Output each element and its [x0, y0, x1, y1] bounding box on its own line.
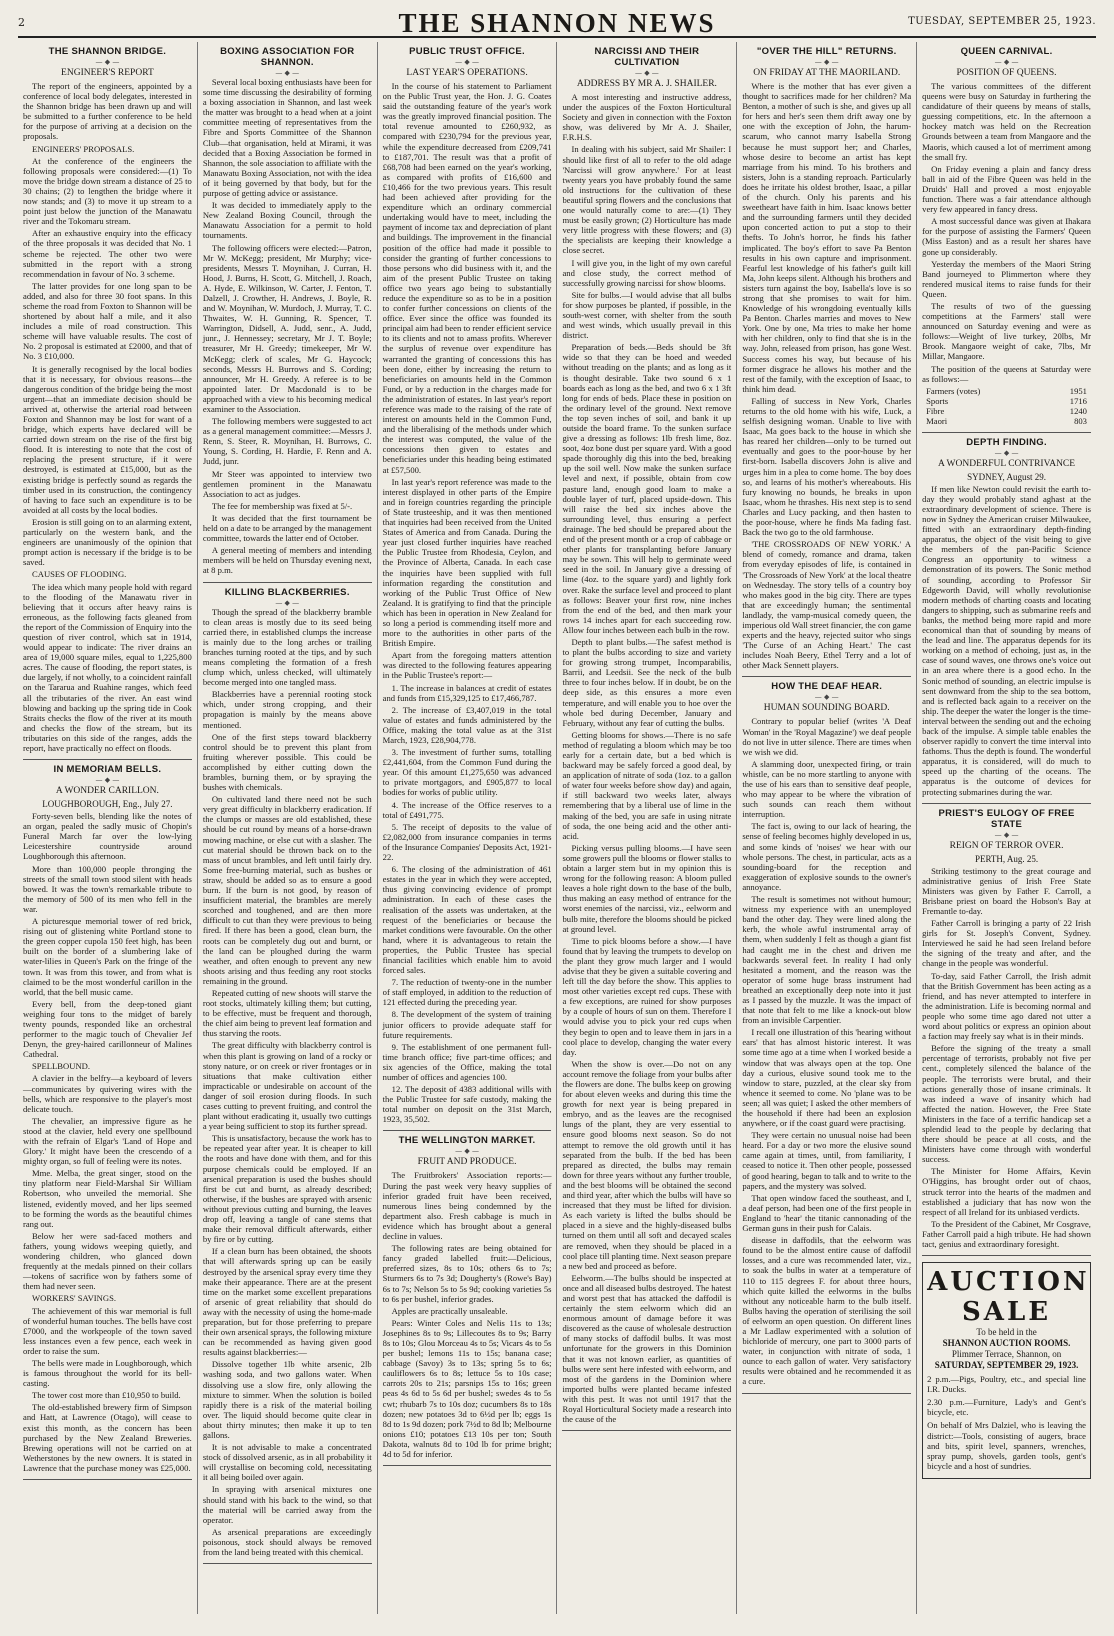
headline-rule: — ◆ — — [634, 69, 659, 77]
article-paragraph: As arsenical preparations are exceedingly poisonous, stock should always be removed from the land being treated with this chemical. — [202, 1526, 372, 1558]
article-dateline: PERTH, Aug. 25. — [974, 853, 1039, 864]
votes-row — [922, 406, 1091, 416]
votes-row — [922, 386, 1091, 396]
column-6 — [917, 42, 1096, 1614]
auction-date: SATURDAY, SEPTEMBER 29, 1923. — [934, 1360, 1079, 1371]
article-paragraph: SPELLBOUND. — [32, 1061, 91, 1072]
article-paragraph: The fee for membership was fixed at 5/-. — [211, 500, 353, 511]
article-paragraph: I will give you, in the light of my own careful and close study, the correct method of successfully growing narcissi for show blooms. — [562, 257, 732, 288]
headline-rule: — ◆ — — [994, 58, 1019, 66]
article-paragraph: Where is the mother that has ever given a thought to sacrifices made for her children? Ma Benton, a mother of such is she, and gives up all for hers and her's seen them drift away one by one with the exception of John, the harum-scarum, who cannot marry Isabella Strong because he must support her; and Charles, whose desire to become an artist has kept marriage from his mind. To his brothers and sisters, John is a standing reproach. Particularly does he irritate his oldest brother, Isaac, a pillar of the church. Only his parents and his sweetheart have faith in him. Isaac knows better and the surrounding farmers until they decided upon concerted action to put a stop to their thefts. To John's horror, he finds his father implicated. The boy's effort to save Pa Benton results in his own capture and imprisonment. Fearful lest knowledge of his father's guilt kill Ma, John keeps silent. Although his brothers and sisters turn against the boy, Isabella's love is so strong that she promises to wait for him. Knowledge of his wrongdoing eventually kills Pa Benton. Charles marries and moves to New York. One by one, Ma tries to make her home with her children, only to find that she is in the way. John, released from prison, has gone West. Success comes his way, but because of his former disgrace he allows his mother and the rest of the family, with the exception of Isaac, to think him dead. — [742, 81, 912, 394]
article-separator — [922, 803, 1091, 804]
article-paragraph: The following rates are being obtained for fancy graded labelled fruit:—Delicious, preferred sizes, 8s to 10s; others 6s to 7s; Sturmers 6s to 7s 3d; Dougherty's (Rowe's Bay) 6s to 7s; Nelson 5s to 5s 9d; cooking varieties 5s to 6s per bushel, inferior grades. — [382, 1243, 552, 1304]
article — [922, 46, 1091, 426]
article-subheadline: A WONDER CARILLON. — [55, 786, 159, 797]
auction-venue: SHANNON AUCTION ROOMS. — [942, 1338, 1071, 1349]
article-subheadline: FRUIT AND PRODUCE. — [417, 1157, 517, 1168]
article-paragraph: Apart from the foregoing matters attention was directed to the following features appearing in the Public Trustee's report:— — [382, 650, 552, 681]
article-paragraph: In spraying with arsenical mixtures one should stand with his back to the wind, so that the material will be carried away from the operator. — [202, 1484, 372, 1525]
article-paragraph: WORKERS' SAVINGS. — [32, 1293, 116, 1304]
article-subheadline: LAST YEAR'S OPERATIONS. — [406, 68, 528, 78]
article-paragraph: The result is sometimes not without humour; witness my experience with an unemployed band the other day. They were lined along the kerb, the whole awful instrumental array of them, when suddenly I felt as though a giant fist had caught me in the chest and driven me backwards several feet. In reality I had only hesitated a moment, and the reason was the operator of some huge brass instrument had breathed an exceptionally deep note into it just as I passed by the muzzle. It was the impact of that note that felt to me like a knock-out blow from an invisible Carpentier. — [742, 894, 912, 1026]
article-headline: PUBLIC TRUST OFFICE. — [409, 46, 525, 57]
article-paragraph: To-day, said Father Carroll, the Irish admit that the British Government has been acting as a friend, and has never attempted to interfere in the administration. Life is becoming normal and people who some time ago dared not utter a word about politics or express an opinion about a faction may freely say what is in their minds. — [922, 970, 1091, 1042]
article-paragraph: Forty-seven bells, blending like the notes of an organ, pealed the sadly music of Chopin's Funeral March far over the low-lying Leicestershire countryside around Loughborough this afternoon. — [23, 811, 192, 862]
article-paragraph: Several local boxing enthusiasts have been for some time discussing the desirability of forming a boxing association in Shannon, and last week the matter was brought to a head when at a joint committee meeting of representatives from the Fibre and Sports Committee of the Shannon Club—that organisation, held at Mirami, it was decided that a Boxing Association be formed in Shannon, the sole association to affiliate with the Manawatu Boxing Association, not with the idea of it being governed by that body, but for the purpose of getting advice or assistance. — [202, 77, 372, 199]
article-paragraph: Apples are practically unsaleable. — [391, 1305, 508, 1316]
article-paragraph: The fact is, owing to our lack of hearing, the sense of feeling becomes highly developed in us, and some kinds of 'noises' we hear with our whole persons. The chest, in particular, acts as a sounding-board for the reception and exaggeration of explosive sounds to the owner's annoyance. — [742, 821, 912, 892]
article-paragraph: A most successful dance was given at Ihakara for the purpose of assisting the Farmers' Queen (Miss Easton) and as a result her shares have gone up considerably. — [922, 216, 1091, 257]
article-paragraph: Repeated cutting of new shoots will starve the root stocks, ultimately killing them; but cutting, to be effective, must be frequent and thorough, the chief aim being to prevent leaf formation and thus starving the roots. — [202, 987, 372, 1039]
article-separator — [203, 582, 372, 583]
article-paragraph: After an exhaustive enquiry into the efficacy of the three proposals it was decided that No. 1 scheme be rejected. The other two were submitted in the report with a strong recommendation in favour of No. 3 scheme. — [23, 228, 192, 279]
article — [922, 808, 1091, 1249]
article-paragraph: Yesterday the members of the Maori String Band journeyed to Plimmerton where they rendered musical items to raise funds for their Queen. — [922, 258, 1091, 299]
headline-rule: — ◆ — — [275, 598, 300, 607]
article — [23, 764, 192, 1473]
article-paragraph: Depth to plant bulbs.—The safest method is to plant the bulbs according to size and variety for growing strong trumpet, Incomparabilis, Barrii, and Leedsii. See the neck of the bulb three to four inches below. If in doubt, be on the deep side, as this ensures a more even temperature, and will enable you to hoe over the whole bed during December, January and February, without any fear of cutting the bulbs. — [562, 636, 732, 728]
page-number: 2 — [18, 16, 25, 29]
article — [23, 46, 192, 753]
headline-rule: — ◆ — — [455, 1147, 479, 1156]
auction-lot: 2 p.m.—Pigs, Poultry, etc., and special line I.R. Ducks. — [927, 1374, 1086, 1395]
article-paragraph: More than 100,000 people thronging the streets of the small town stood silent with heads bowed. It was the town's remarkable tribute to the memory of 500 of its men who fell in the war. — [23, 863, 192, 914]
article-paragraph: On cultivated land there need not be such very great difficulty in blackberry eradication. If the clumps or masses are old established, these should be cut round by means of a horse-drawn mowing machine, or else cut with a slasher. The cut material should be thrown back on to the mass of uncut brambles, and left until fairly dry. Some free-burning material, such as bushes or straw, should be added so as to ensure a good burn. If the burn is not good, by reason of insufficient material, the brambles are merely scorched and toughened, and are then more difficult to cut than they were previous to being fired. If there has been a good, clean burn, the roots can be completely dug out and burnt, or the land can be ploughed during the warm weather, and often enough to prevent any new shoots arising and thus feeding any root stocks remaining in the ground. — [202, 794, 372, 986]
article-body — [922, 866, 1091, 1249]
vote-count: 803 — [1074, 415, 1087, 426]
article-paragraph: The idea which many people hold with regard to the flooding of the Manawatu river in believing that it occurs after heavy rains is erroneous, as the following facts gleaned from the report of the Commission of Enquiry into the question of river control, which sat in 1914, would appear to indicate: The river drains an area of 19,000 square miles, equal to 1,225,800 acres. The cause of flooding, the report states, is due largely, if not wholly, to a coincident rainfall on the Tararua and Ruahine ranges, which feed all the tributaries of the river. An east wind blowing and backing up the spring tide in Cook Straits checks the flow of the river at its mouth and checks the flow of the stream, but its tributaries on this side of the ranges, adds the report, have practically no effect on floods. — [23, 581, 192, 753]
article-separator — [383, 1130, 552, 1131]
article-paragraph: Though the spread of the blackberry bramble to clean areas is mostly due to its seed being carried there, in established clumps the increase is mainly due to the long arches or trailing branches turning rooted at the tips, and by such means completing the formation of a fresh clump which, unless checked, will ultimately become merged into one tangled mass. — [202, 606, 372, 688]
article-paragraph: Time to pick blooms before a show.—I have found that by leaving the trumpets to develop on the plant they grow much larger and I would advise that they be given a suitable covering and left till the day before the show. This applies to most other varieties except red cups. These with a few exceptions, are ruined for show purposes by a couple of hours of sun on them. Therefore I would advise you to pick your red cups when they begin to open and to leave them in jars in a cool place to develop, changing the water every day. — [562, 935, 732, 1057]
article-paragraph: 'THE CROSSROADS OF NEW YORK.' A blend of comedy, romance and drama, taken from everyday episodes of life, is contained in 'The Crossroads of New York' at the local theatre on Wednesday. The story tells of a country boy who makes good in the big city. There are types that are exceedingly human; the sentimental landlady, the vamp-musical comedy queen, the imperious old Wall street financier, the con game experts and the heavy, rejected suitor who sings 'The Curse of an Aching Heart.' The cast includes Noah Beery, Ethel Terry and a lot of other Mack Sennett players. — [742, 539, 912, 671]
article-separator — [922, 1255, 1091, 1256]
article-paragraph: They were certain no unusual noise had been heard. For a day or two more the elusive sound came again at times, until, from familiarity, I ceased to notice it. Then other people, possessed of good hearing, began to talk and to write to the papers, and the mystery was solved. — [742, 1130, 912, 1191]
article-paragraph: If a clean burn has been obtained, the shoots that will afterwards spring up can be easily destroyed by the arsenical spray every time they make their appearance. There are at the present time on the market some excellent preparations of arsenic of great reliability that should do away with the necessity of using the home-made preparation, but for those preferring to prepare their own arsenical sprays, the following mixture can be recommended as having given good results against blackberries:— — [202, 1246, 372, 1358]
article-body — [742, 716, 911, 1386]
columns-container — [18, 42, 1096, 1614]
article-paragraph: In last year's report reference was made to the interest displayed in other parts of the Empire and in foreign countries regarding the principle of State trusteeship, and it was then mentioned that inquiries had been received from the United States of America and from Canada. During the year just closed further inquiries have reached the Public Trustee from Rhodesia, Ceylon, and the Province of Alberta, Canada. In each case the inquiries have been supplied with full information regarding the constitution and working of the Public Trust Office of New Zealand. It is gratifying to find that the principle which has been in operation in New Zealand for so long a period is commending itself more and more to the authorities in other parts of the British Empire. — [382, 476, 552, 649]
article-paragraph: 8. The development of the system of training junior officers to provide adequate staff for future requirements. — [382, 1009, 552, 1040]
article-subheadline: HUMAN SOUNDING BOARD. — [763, 703, 890, 714]
article-paragraph: 5. The receipt of deposits to the value of £2,082,000 from insurance companies in terms of the Insurance Companies' Deposits Act, 1921-22. — [382, 821, 552, 863]
article — [383, 46, 552, 1124]
newspaper-page — [12, 0, 1102, 1626]
article-paragraph: Getting blooms for shows.—There is no safe method of regulating a bloom which may be too early for a certain date, but a bed which is backward may be safely forced a good deal, by an application of nitrate of soda (1oz. to a gallon of water four weeks before show day) and again, if still backward two weeks later, always remembering that by a liberal use of lime in the making of the bed, you are safe in using nitrate of soda, the one being acid and the other anti-acid. — [562, 729, 732, 841]
article-headline: "OVER THE HILL" RETURNS. — [756, 46, 897, 57]
headline-rule: — ◆ — — [95, 58, 120, 66]
article-headline: IN MEMORIAM BELLS. — [53, 764, 162, 776]
article-headline: THE SHANNON BRIDGE. — [48, 46, 167, 57]
article-paragraph: The various committees of the different queens were busy on Saturday in furthering the candidature of their queens by means of stalls, guessing competitions, etc. In the afternoon a hockey match was held on the Recreation Grounds between a team from Mangaore and the Maoris, which caused a lot of merriment among the small fry. — [922, 81, 1091, 162]
headline-rule: — ◆ — — [994, 448, 1019, 457]
article-paragraph: Dissolve together 1lb white arsenic, 2lb washing soda, and two gallons water. When dissolving use a slow fire, only allowing the mixture to simmer. When the solution is boiled rapidly there is a risk of the material boiling over. The liquid should become quite clear in about thirty minutes; then make it up to ten gallons. — [202, 1359, 372, 1440]
headline-rule: — ◆ — — [95, 776, 120, 785]
article — [203, 587, 372, 1558]
article-separator — [742, 1393, 911, 1394]
article-headline: HOW THE DEAF HEAR. — [771, 681, 883, 693]
article-paragraph: Contrary to popular belief (writes 'A Deaf Woman' in the 'Royal Magazine') we deaf people do not live in utter silence. There are times when we wish we did. — [742, 716, 912, 757]
article-paragraph: Father Carroll is bringing a party of 22 Irish girls for St. Joseph's Convent, Sydney. Interviewed he said he had seen Ireland before the signing of the treaty and after, and the change in the people was wonderful. — [922, 918, 1091, 969]
article-paragraph: A slamming door, unexpected firing, or train whistle, can be no more startling to anyone with the use of his ears than to sensitive deaf people, who may appear to be where the vibration of such sounds can reach them without interruption. — [742, 758, 912, 820]
article — [203, 46, 372, 576]
queen-name: Fibre — [926, 405, 945, 416]
article-dateline: LOUGHBOROUGH, Eng., July 27. — [42, 799, 173, 810]
article-paragraph: ENGINEERS' PROPOSALS. — [32, 143, 135, 154]
auction-lot: 2.30 p.m.—Furniture, Lady's and Gent's bicycle, etc. — [927, 1397, 1086, 1418]
article-headline: QUEEN CARNIVAL. — [960, 46, 1053, 57]
article-paragraph: The latter provides for one long span to be added, and also for three 30 foot spans. In this scheme the road from Foxton to Shannon will be shortened by about half a mile, and it also includes a mile of road construction. This scheme will have valuable results. The cost of No. 2 proposal is estimated at £2000, and that of No. 3 £10,000. — [23, 280, 192, 362]
column-2 — [198, 42, 378, 1614]
article-headline: THE WELLINGTON MARKET. — [398, 1135, 536, 1147]
queen-name: Sports — [926, 395, 949, 406]
queen-name: Farmers (votes) — [926, 385, 981, 396]
article-subheadline: ON FRIDAY AT THE MAORILAND. — [753, 68, 901, 78]
article-subheadline: ENGINEER'S REPORT — [61, 68, 154, 78]
article-dateline: SYDNEY, August 29. — [967, 471, 1046, 482]
article — [742, 681, 911, 1386]
article-paragraph: A general meeting of members and intending members will be held on Thursday evening next, at 8 p.m. — [202, 545, 372, 576]
article-paragraph: It is generally recognised by the local bodies that it is necessary, for obvious reasons—the dangerous condition of the bridge being the most urgent—that an immediate decision should be arrived at, otherwise the arterial road between Foxton and Shannon may be lost for want of a bridge, which experts have declared will be carried down stream on the rise of the first big flood. It is interesting to note that the cost of replacing the present structure, if it were destroyed, is estimated at £15,000, but as the existing bridge is perfectly sound as regards the timber used in its construction, the contingency of having to face such an expenditure is to be avoided at all costs by the local bodies. — [23, 363, 192, 515]
article-paragraph: 7. The reduction of twenty-one in the number of staff employed, in addition to the reduction of 121 effected during the preceding year. — [382, 977, 552, 1008]
vote-count: 1240 — [1069, 405, 1087, 416]
article-paragraph: Striking testimony to the great courage and administrative genius of Irish Free State Ministers was given by Father F. Carroll, a Brisbane priest on board the Hobson's Bay at Fremantle to-day. — [922, 865, 1091, 916]
article-paragraph: The bells were made in Loughborough, which is famous throughout the world for its bell-casting. — [23, 1357, 192, 1389]
article-paragraph: The Minister for Home Affairs, Kevin O'Higgins, has brought order out of chaos, struck terror into the hearts of the madmen and established a judiciary that has now won the respect of all Ireland for its unbiased verdicts. — [922, 1166, 1091, 1217]
article-paragraph: At the conference of the engineers the following proposals were considered:—(1) To move the bridge down stream a distance of 25 to 30 chains; (2) to lengthen the bridge where it now stands; and (3) to move it up stream to a point just below the junction of the Manawatu river and the Tokomaru stream. — [23, 155, 192, 227]
article-headline: BOXING ASSOCIATION FOR SHANNON. — [220, 46, 355, 68]
article-paragraph: Blackberries have a perennial rooting stock which, under strong cropping, and their propagation is mainly by the means above mentioned. — [202, 689, 372, 730]
article-paragraph: Pears: Winter Coles and Nelis 11s to 13s; Josephines 8s to 9s; Lillecoutes 8s to 9s; Barry 8s to 10s; Glou Morceau 4s to 5s; Vicars 4s to 5s per bushel; lemons 11s to 15s; banana case; cabbage (Savoy) 3s to 13s; spring 5s to 6s; cauliflowers 6s to 8s; lettuce 5s to 10s case; carrots 20s to 21s; parsnips 15s to 16s; green peas 4s 6d to 5s 6d per bushel; swedes 4s to 5s cwt; rhubarb 7s to 10s doz; cucumbers 8s to 18s dozen; new potatoes 3d to 6½d per lb; eggs 1s 8d to 1s 9d dozen; pork 7½d to 8d lb; Melbourne onions £10; potatoes £13 10s per ton; South Dakota, walnuts 8d to 10d lb for prime bright; 4d to 5d for inferior. — [382, 1317, 552, 1459]
article-paragraph: A picturesque memorial tower of red brick, rising out of glistening white Portland stone to the green copper cupola 150 feet high, has been built on the border of a slumbering lake of water-lilies in Queen's Park on the fringe of the town. It was from this tower, and from what is claimed to be the most wonderful carillon in the world, that the bell music came. — [23, 916, 192, 997]
column-5 — [737, 42, 917, 1614]
article-paragraph: disease in daffodils, that the eelworm was found to be the almost entire cause of daffodil losses, and a cure was recommended later, viz., to soak the bulbs in water at a temperature of 110 to 115 degrees F. for about three hours, which quite killed the eelworms in the bulbs without any noticeable harm to the bulb itself. Bulbs having the operation of sterilising the soil of eelworm an open question. On different lines a Mr Ladlaw experimented with a solution of bichloride of mercury, one part to 3000 parts of water, in conjunction with nitrate of soda, 1 ounce to each gallon of water. Very satisfactory results were obtained and he recommended it as a cure. — [742, 1235, 912, 1387]
article — [383, 1135, 552, 1459]
article-paragraph: 6. The closing of the administration of 461 estates in the year in which they were accepted, thus giving convincing evidence of prompt administration. In each of these cases the realisation of the assets was undertaken, at the request of the beneficiaries or because the market conditions were favourable. On the other hand, where it is advantageous to retain the properties, the Public Trustee has special financial facilities which enable him to avoid forced sales. — [382, 864, 552, 976]
article-paragraph: 1. The increase in balances at credit of estates and funds from £15,329,125 to £17,466,787. — [382, 682, 552, 703]
article-paragraph: The achievement of this war memorial is full of wonderful human touches. The bells have cost £7000, and the workpeople of the town saved less instances even a few pence, each week in order to raise the sum. — [23, 1305, 192, 1356]
issue-date: TUESDAY, SEPTEMBER 25, 1923. — [908, 16, 1096, 27]
article-paragraph: That open window faced the southeast, and I, a deaf person, had been one of the first people in England to 'hear' the titanic cannonading of the German guns in their push for Calais. — [742, 1192, 912, 1234]
article-paragraph: Preparation of beds.—Beds should be 3ft wide so that they can be hoed and weeded without treading on the plants; and as long as it is thought desirable. Take two sound 6 x 1 boards each as long as the bed, and two 6 x 1 3ft long for ends of beds. Place these in position on the ordinary level of the ground. Next remove the top seven inches of soil, and bank it up outside the board frame. To the sunken surface give a dressing as follows: 1lb fresh lime, 8oz. soot, 4oz bone dust per square yard. With a good spade thoroughly dig this into the bed, breaking up the soil well. Now make the sunken surface level and next, if possible, obtain from cow pasture land, enough good loam to make a double layer of turf, placed upside-down. This will raise the bed six inches above the surrounding level, thus ensuring a perfect drainage. The bed should be prepared about the end of the present month or a crop of cabbage or other plants for transplanting before January may be sown. This will help to germinate weed seed in the soil. In January give a dressing of lime (4oz. to the square yard) and lightly fork over. Rake the surface level and proceed to plant as follows: Beaver your first row, nine inches from the end of the bed, and then mark your rows 14 inches apart for each succeeding row. Allow four inches between each bulb in the row. — [562, 342, 732, 635]
article-body — [383, 81, 552, 1124]
article-paragraph: I recall one illustration of this 'hearing without ears' that has almost historic interest. It was some time ago at a time when I worked beside a window that was always open at the top. One day a curious, elusive sound took me to the window to stare, puzzled, at the clear sky from whence it seemed to come. No 'plane was to be seen; all was quiet; I asked the other members of the household if there had been an explosion anywhere, or if the coast guard were practising. — [742, 1027, 912, 1129]
newspaper-title: THE SHANNON NEWS — [398, 8, 716, 38]
article-paragraph: The following officers were elected:—Patron, Mr W. McKegg; president, Mr Murphy; vice-presidents, Messrs T. Moynihan, J. Curran, H. Hood, J. Burns, H. Scott, G. Mitchell, J. Roach, A. Hyde, E. Wilkinson, W. Carter, J. Fenton, T. Dalzell, J. Crowther, H. Andrews, J. Boyle, R. and W. Moynihan, W. Murdoch, J. Murray, T. C. Thwaites, W. H. Gunning, R. Spencer, T. Warrington, Didsell, A. Judd, senr., A. Judd, junr., J. Hennessey; secretary, Mr J. T. Boyle; treasurer, Mr H. Greedy; timekeeper, Mr W. McKegg; clerk of scales, Mr G. Haycock; seconds, Messrs H. Burrows and S. Cording; announcer, Mr H. Greedy. A referee is to be appointed later. Dr Macdonald is to be approached with a view to his becoming medical examiner to the Association. — [202, 242, 372, 414]
masthead — [18, 6, 1096, 38]
article-separator — [23, 1479, 192, 1480]
article-paragraph: Site for bulbs.—I would advise that all bulbs for show purposes be planted, if possible, in the south-west corner, with shelter from the south and west winds, which usually prevail in this district. — [562, 289, 732, 341]
headline-rule: — ◆ — — [814, 693, 839, 702]
auction-notice: On behalf of Mrs Dalziel, who is leaving the district:—Tools, consisting of augers, brace and bits, spirit level, spanners, wrenches, spray pump, shovels, garden tools, gent's bicycle and a host of sundries. — [927, 1420, 1086, 1471]
article-paragraph: CAUSES OF FLOODING. — [32, 569, 127, 580]
article-subheadline: A WONDERFUL CONTRIVANCE — [938, 458, 1076, 469]
vote-count: 1716 — [1069, 395, 1087, 406]
article-body — [922, 81, 1091, 384]
article-subheadline: ADDRESS BY MR A. J. SHAILER. — [576, 79, 717, 89]
queen-votes-table — [922, 386, 1091, 426]
article-separator — [203, 1563, 372, 1564]
auction-sale-advertisement — [922, 1262, 1091, 1479]
article-paragraph: The position of the queens at Saturday were as follows:— — [922, 363, 1091, 384]
article-paragraph: The tower cost more than £10,950 to build. — [32, 1390, 181, 1401]
article-paragraph: A most interesting and instructive address, under the auspices of the Foxton Horticultural Society and given in connection with the Foxton show, was delivered by Mr A. J. Shailer, F.R.H.S. — [562, 92, 732, 143]
article-paragraph: In the course of his statement to Parliament on the Public Trust year, the Hon. J. G. Coates said the outstanding feature of the year's work was the greatly improved financial position. The total revenue amounted to £260,932, as compared with £230,794 for the previous year, while the expenditure decreased from £209,741 to £187,701. The result was that a profit of £68,708 had been earned on the year's working, as compared with profits of £16,600 and £10,466 for the two previous years. This result had been achieved after providing for the expenditure which an ordinary commercial undertaking would have to meet, including the payment of income tax and depreciation of plant and buildings. The improvement in the financial position of the office had made it possible to consider the granting of further concessions to those persons who did business with it, and the aim of the present Public Trustee on taking office two years ago being to substantially reduce the expenditure so as to be in a position to confer further concessions on clients of the office. Ever since the office was founded its principal aim had been to render efficient service to its clients and not to amass profits. Wherever the surplus of revenue over expenditure has warranted the granting of concessions this has been done, either by increasing the return to beneficiaries on amounts held in the Common Fund, or by a reduction in the charges made for the administration of estates. In last year's report reference was made to the raising of the rate of interest on amounts held in the Common Fund, and the liberalising of the methods under which the interest was computed, the value of the concessions then given to estates and beneficiaries under this heading being estimated at £57,500. — [382, 81, 552, 475]
article-paragraph: Falling of success in New York, Charles returns to the old home with his wife, Luck, a selfish designing woman. Unable to live with Isaac, Ma goes back to the house in which she has reared her children—only to be turned out eventually and goes to the poor-house by her first-born. Isabella discovers John is alive and urges him in a plea to come home. The boy does so, and learns of his mother's whereabouts. His fury knowing no bounds, he breaks in upon Isaac, whom he thrashes. His next step is to send Charles and Lucy packing, and then hasten to the poor-house, where he finds Ma fading fast. Back the two go to the old farmhouse. — [742, 395, 912, 538]
column-3 — [378, 42, 558, 1614]
queen-name: Maori — [926, 415, 948, 426]
column-4 — [557, 42, 737, 1614]
article-headline: KILLING BLACKBERRIES. — [224, 586, 350, 598]
article-paragraph: On Friday evening a plain and fancy dress ball in aid of the Fibre Queen was held in the Druids' Hall and proved a most enjoyable function. There was a fair attendance although very few appeared in fancy dress. — [922, 163, 1091, 215]
article-headline: PRIEST'S EULOGY OF FREE STATE — [938, 807, 1075, 830]
article-body — [203, 607, 372, 1558]
article-body — [742, 81, 911, 670]
article-paragraph: Before the signing of the treaty a small percentage of terrorists, probably not five per cent., completely silenced the balance of the people. The terrorists were brutal, and their actions generally those of insane criminals. It was indeed a wave of insanity which had affected the nation. However, the Free State Ministers in the face of a terrific handicap set a splendid lead to the people by declaring that there should be peace at all costs, and the Ministers have come through with wonderful success. — [922, 1043, 1091, 1165]
article-body — [23, 811, 192, 1473]
article — [562, 46, 731, 1424]
article-body — [922, 484, 1091, 797]
article-subheadline: REIGN OF TERROR OVER. — [949, 840, 1064, 851]
headline-rule: — ◆ — — [994, 830, 1019, 839]
article — [742, 46, 911, 670]
article-paragraph: 3. The investment of further sums, totalling £2,441,604, from the Common Fund during the year. Of this amount £1,275,650 was advanced to private mortgagors, and £905,877 to local bodies for works of public utility. — [382, 747, 552, 798]
article-paragraph: It was decided to immediately apply to the New Zealand Boxing Council, through the Manawatu Association for a permit to hold tournaments. — [202, 200, 372, 241]
article-separator — [742, 676, 911, 677]
headline-rule: — ◆ — — [814, 58, 839, 66]
auction-intro: To be held in the — [976, 1327, 1037, 1338]
article-paragraph: The following members were suggested to act as a general management committee:—Messrs J. Renn, S. Steer, R. Moynihan, H. Burrows, C. Young, S. Cording, H. Hardie, F. Renn and A. Judd, junr. — [202, 416, 372, 467]
article-paragraph: The Fruitbrokers' Association reports:—During the past week very heavy supplies of inferior graded fruit have been received, numerous lines being condemned by the department also. Fresh cabbage is much in evidence which has brought about a general decline in values. — [382, 1170, 552, 1242]
article-separator — [562, 1430, 731, 1431]
article-paragraph: 4. The increase of the Office reserves to a total of £491,775. — [382, 799, 552, 820]
article — [922, 437, 1091, 797]
article-paragraph: The chevalier, an impressive figure as he stood at the clavier, held every one spellbound with the refrain of Elgar's 'Land of Hope and Glory.' It might have been the crescendo of a mighty organ, so full of feeling were its notes. — [23, 1115, 192, 1167]
article-paragraph: Below her were sad-faced mothers and fathers, young widows weeping quietly, and wondering children, who glanced down frequently at the medals pinned on their collars—tokens of sacrifice won by fathers some of them had never seen. — [23, 1230, 192, 1292]
column-1 — [18, 42, 198, 1614]
article-body — [562, 92, 731, 1424]
votes-row — [922, 396, 1091, 406]
article-body — [203, 77, 372, 576]
article-paragraph: The great difficulty with blackberry control is when this plant is growing on land of a rocky or stony nature, or on creek or river frontages or in situations that make cultivation either impracticable or undesirable on account of the danger of soil erosion during floods. In such cases cutting to prevent fruiting, and control the plant without eradicating it, usually two cuttings a year being sufficient to stop its further spread. — [202, 1040, 372, 1132]
article-paragraph: Erosion is still going on to an alarming extent, particularly on the western bank, and the engineers are unanimously of the opinion that prompt action is necessary if the bridge is to be saved. — [23, 516, 192, 568]
article-paragraph: To the President of the Cabinet, Mr Cosgrave, Father Carroll paid a high tribute. He had shown tact, genius and extraordinary foresight. — [922, 1218, 1091, 1249]
article-paragraph: It was decided that the first tournament be held on a date to be arranged by the management committee, towards the latter end of October. — [202, 512, 372, 544]
article-paragraph: When the show is over.—Do not on any account remove the foliage from your bulbs after the flowers are done. The bulbs keep on growing for about eleven weeks and during this time the growth for next year is being prepared in embryo, and as the leaves are the recognised lungs of the plant, they are very essential to ensure good blooms next season. So do not attempt to remove the old growth until it has separated from the bulb. If the bed has been prepared as directed, the bulbs may remain down for three years without any further trouble, and the best blooms will be obtained the second and third year, after which the bulbs will have so increased that they must be lifted for division. As each variety is lifted the bulbs should be placed in a sieve and the highly-diseased bulbs turned on them until all soft and decayed scales are removed, when they should be placed in a cool place till planting time. Next season prepare a new bed and proceed as before. — [562, 1058, 732, 1271]
article-paragraph: 12. The deposit of 4383 additional wills with the Public Trustee for safe custody, making the total number on deposit on the 31st March, 1923, 35,502. — [382, 1084, 552, 1125]
article-paragraph: 9. The establishment of one permanent full-time branch office; five part-time offices; and six agencies of the Office, making the total number of offices and agencies 100. — [382, 1041, 552, 1082]
article-paragraph: Eelworm.—The bulbs should be inspected at once and all diseased bulbs destroyed. The hatest and worst pest that has attacked the daffodil is certainly the stem eelworm which did an enormous amount of damage before it was discovered as the cause of wholesale destruction of many stocks of daffodil bulbs. It was most unfortunate for the growers in this Dominion that it was not known earlier, as quantities of bulbs were sent here infested with eelworm, and most of the gardens in the Dominion where imported bulbs were planted became infested with this pest. It was not until 1917 that the Royal Horticultural Society made a research into the cause of the — [562, 1272, 732, 1425]
headline-rule: — ◆ — — [275, 69, 300, 77]
article-paragraph: Mr Steer was appointed to interview two gentlemen prominent in the Manawatu Association to act as judges. — [202, 468, 372, 499]
article-body — [23, 81, 192, 753]
article-paragraph: Mme. Melba, the great singer, stood on the tiny platform near Field-Marshal Sir William Robertson, who unveiled the memorial. She listened, evidently moved, and her lips seemed to be forming the words as the beautiful chimes rang out. — [23, 1168, 192, 1229]
article-paragraph: The report of the engineers, appointed by a conference of local body delegates, interested in the Shannon bridge has been drawn up and will be submitted to a further conference to be held for the purpose of arriving at a decision on the proposals. — [23, 81, 192, 142]
article-separator — [383, 1465, 552, 1466]
article-separator — [23, 759, 192, 760]
article-subheadline: POSITION OF QUEENS. — [956, 68, 1057, 78]
article-paragraph: In dealing with his subject, said Mr Shailer: I should like first of all to refer to the old adage 'Narcissi will grow anywhere.' For at least twenty years you have probably found the same old instructions for the cultivation of these beautiful spring flowers and the conclusions that one would naturally come to are:—(1) They must be easily grown; (2) Horticulture has made very little progress with these flowers; and (3) the specialists are keeping their knowledge a close secret. — [562, 144, 732, 256]
votes-row — [922, 416, 1091, 426]
article-paragraph: Every bell, from the deep-toned giant weighing four tons to the midget of barely twenty pounds, responded like an orchestral performer to the magic touch of Chevalier Jef Denyn, the grey-haired carillonneur of Malines Cathedral. — [23, 998, 192, 1060]
vote-count: 1951 — [1069, 385, 1087, 396]
article-separator — [922, 432, 1091, 433]
article-headline: DEPTH FINDING. — [966, 436, 1047, 448]
article-paragraph: If men like Newton could revisit the earth to-day they would probably stand aghast at the extraordinary development of science. There is now in Sydney the American cruiser Milwaukee, fitted with an extraordinary depth-finding apparatus, the object of the visit being to give the members of the pan-Pacific Science Congress an opportunity to witness a demonstration of its powers. The Sonic method of sounding, according to Professor Sir Edgeworth David, will wholly revolutionise modern methods of charting coasts and locating dangers to shipping, such as submarine reefs and banks, the method being more rapid and more economical than that of sounding by means of the lead and line. The apparatus depends for its working on a method of echoing, just as, in the case of sound waves, one throws one's voice out in an area where there is a good echo. In the Sonic method of sounding, an electric impulse is sent downward from the ship to the sea bottom, and is reflected back again to a receiver on the ship. The deeper the water the longer is the time-interval between the sending out and the echoing back of the impulse. A simple table enables the observer rapidly to convert the time interval into fathoms. Thus the depth is found. The wonderful apparatus, it is considered, will do much to speed up the charting of the oceans. The apparatus is the outcome of devices for protecting submarines during the war. — [922, 483, 1091, 797]
article-paragraph: It is not advisable to make a concentrated stock of dissolved arsenic, as in all probability it will crystallise on becoming cold, necessitating it all being boiled over again. — [202, 1442, 372, 1483]
headline-rule: — ◆ — — [455, 58, 479, 66]
article-paragraph: This is unsatisfactory, because the work has to be repeated year after year. It is cheaper to kill the roots and have done with them, and for this purpose chemicals could be employed. If an arsenical preparation is used the bushes should first be cut and burnt, as already described; otherwise, if the bushes are sprayed with arsenic without previous cutting and burning, the leaves drop off, leaving a tangle of cane stems that make their removal difficult afterwards, either by fire or by cutting. — [202, 1133, 372, 1245]
article-paragraph: A clavier in the belfry—a keyboard of levers—communicates by quivering wires with the bells, which are responsive to the player's most delicate touch. — [23, 1073, 192, 1114]
article-body — [383, 1170, 552, 1459]
article-paragraph: 2. The increase of £3,407,019 in the total value of estates and funds administered by the Office, making the total value as at the 31st March, 1923, £28,904,778. — [382, 704, 552, 745]
auction-street: Plimmer Terrace, Shannon, on — [951, 1349, 1062, 1360]
article-paragraph: The old-established brewery firm of Simpson and Hatt, at Lawrence (Otago), will cease to exist this month, as the concern has been purchased by the New Zealand Breweries. Brewing operations will not be carried on at Wetherstones by the new owners. It is stated in Lawrence that the purchase money was £25,000. — [23, 1402, 192, 1473]
article-paragraph: The results of two of the guessing competitions at the Farmers' stall were announced on Saturday evening and were as follows:—Weight of live turkey, 20lbs, Mr Brook. Mangaore weight of cake, 7lbs, Mr Millar, Mangaore. — [922, 300, 1091, 362]
article-paragraph: One of the first steps toward blackberry control should be to prevent this plant from fruiting wherever possible. This could be accomplished by either cutting down the brambles, burning them, or by spraying the bushes with chemicals. — [202, 731, 372, 793]
article-headline: NARCISSI AND THEIR CULTIVATION — [594, 46, 700, 68]
article-paragraph: Picking versus pulling blooms.—I have seen some growers pull the blooms or flower stalks to obtain a larger stem but in my opinion this is wrong for the following reason: A bloom pulled leaves a hole right down to the base of the bulb, thus making an easy method of entrance for the worst enemies of the narcissi, viz., eelworm and bulb mite, therefore the blooms should be picked at ground level. — [562, 842, 732, 934]
auction-title: AUCTION SALE — [927, 1267, 1090, 1328]
